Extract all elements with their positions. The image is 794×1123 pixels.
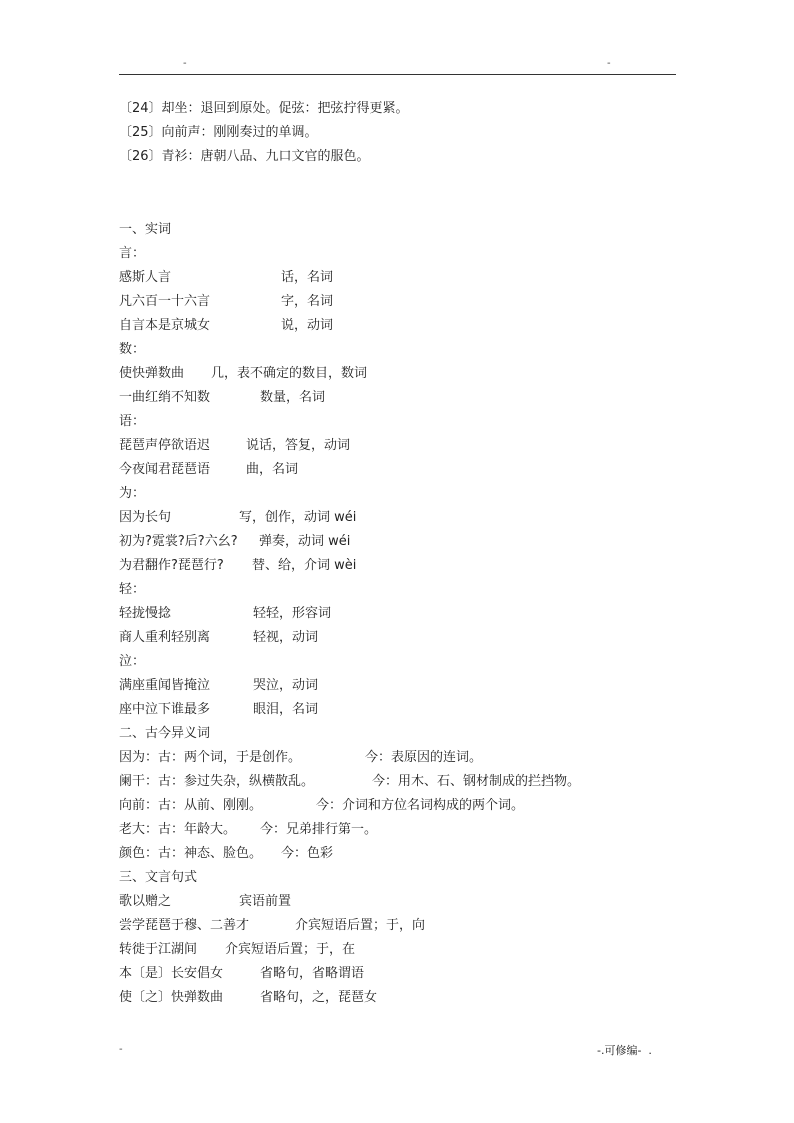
footer-editable-note: -.可修编- . (597, 1044, 652, 1057)
example-meaning: 字，名词 (281, 294, 334, 309)
sentence-pattern-row (119, 890, 292, 914)
pattern-note: 介宾短语后置；于，在 (225, 942, 356, 957)
ancient-meaning: 向前：古：从前、刚刚。 (119, 798, 263, 813)
pattern-note: 介宾短语后置；于，向 (295, 918, 426, 933)
example-meaning: 哭泣，动词 (253, 678, 319, 693)
word-heading: 语： (119, 414, 146, 429)
example-meaning: 说，动词 (281, 318, 334, 333)
example-meaning: 轻视，动词 (253, 630, 319, 645)
example-row (119, 674, 319, 698)
example-sentence: 商人重利轻别离 (119, 630, 211, 645)
example-sentence: 使快弹数曲 (119, 366, 185, 381)
example-sentence: 初为?霓裳?后?六幺? (119, 534, 238, 549)
ancient-meaning: 老大：古：年龄大。 (119, 822, 237, 837)
section-heading: 一、实词 (119, 222, 172, 237)
example-sentence: 凡六百一十六言 (119, 294, 211, 309)
example-sentence: 琵琶声停欲语迟 (119, 438, 211, 453)
example-meaning: 曲，名词 (246, 462, 299, 477)
word-heading: 泣： (119, 654, 146, 669)
example-sentence: 因为长句 (119, 510, 172, 525)
example-meaning: 轻轻，形容词 (253, 606, 332, 621)
example-meaning: 几，表不确定的数目，数词 (211, 366, 368, 381)
pattern-note: 宾语前置 (239, 894, 292, 909)
header-rule (119, 74, 676, 75)
example-row (119, 626, 319, 650)
footer-left-mark: - (119, 1044, 123, 1055)
example-row (119, 506, 357, 530)
note-line: 〔26〕青衫：唐朝八品、九口文官的服色。 (119, 149, 370, 164)
word-heading: 轻： (119, 582, 146, 597)
example-sentence: 今夜闻君琵琶语 (119, 462, 211, 477)
example-row (119, 554, 357, 578)
word-heading: 言： (119, 246, 146, 261)
modern-meaning: 今：介词和方位名词构成的两个词。 (316, 798, 525, 813)
example-row (119, 290, 334, 314)
example-meaning: 替、给，介词 wèi (252, 558, 357, 573)
example-sentence: 感斯人言 (119, 270, 172, 285)
ancient-meaning: 因为：古：两个词，于是创作。 (119, 750, 302, 765)
example-row (119, 434, 351, 458)
ancient-modern-row (119, 842, 334, 866)
modern-meaning: 今：表原因的连词。 (365, 750, 483, 765)
pattern-sentence: 尝学琵琶于穆、二善才 (119, 918, 250, 933)
example-sentence: 满座重闻皆掩泣 (119, 678, 211, 693)
example-row (119, 602, 332, 626)
example-sentence: 自言本是京城女 (119, 318, 211, 333)
example-row (119, 362, 368, 386)
example-row (119, 530, 351, 554)
word-heading: 数： (119, 342, 146, 357)
example-row (119, 386, 326, 410)
pattern-sentence: 本〔是〕长安倡女 (119, 966, 224, 981)
note-line: 〔25〕向前声：刚刚奏过的单调。 (119, 125, 318, 140)
pattern-sentence: 歌以赠之 (119, 894, 172, 909)
word-heading: 为： (119, 486, 146, 501)
ancient-meaning: 阑干：古：参过失杂，纵横散乱。 (119, 774, 315, 789)
sentence-pattern-row (119, 986, 378, 1010)
sentence-pattern-row (119, 914, 426, 938)
example-sentence: 座中泣下谁最多 (119, 702, 211, 717)
example-row (119, 458, 299, 482)
ancient-meaning: 颜色：古：神态、脸色。 (119, 846, 263, 861)
example-sentence: 一曲红绡不知数 (119, 390, 211, 405)
sentence-pattern-row (119, 962, 365, 986)
example-meaning: 说话，答复，动词 (246, 438, 351, 453)
example-sentence: 轻拢慢捻 (119, 606, 172, 621)
section-heading: 二、古今异义词 (119, 726, 211, 741)
pattern-sentence: 使〔之〕快弹数曲 (119, 990, 224, 1005)
pattern-note: 省略句，之，琵琶女 (260, 990, 378, 1005)
header-right-mark: - (607, 58, 611, 69)
example-meaning: 数量，名词 (260, 390, 326, 405)
example-meaning: 话，名词 (281, 270, 334, 285)
ancient-modern-row (119, 770, 581, 794)
modern-meaning: 今：兄弟排行第一。 (260, 822, 378, 837)
header-left-mark: - (183, 58, 187, 69)
example-row (119, 314, 334, 338)
example-row (119, 698, 319, 722)
pattern-note: 省略句，省略谓语 (260, 966, 365, 981)
modern-meaning: 今：色彩 (281, 846, 334, 861)
example-row (119, 266, 334, 290)
example-meaning: 弹奏，动词 wéi (259, 534, 351, 549)
example-meaning: 写，创作，动词 wéi (239, 510, 357, 525)
example-sentence: 为君翻作?琵琶行? (119, 558, 224, 573)
note-line: 〔24〕却坐：退回到原处。促弦：把弦拧得更紧。 (119, 101, 409, 116)
ancient-modern-row (119, 746, 483, 770)
section-heading: 三、文言句式 (119, 870, 198, 885)
example-meaning: 眼泪，名词 (253, 702, 319, 717)
ancient-modern-row (119, 818, 378, 842)
modern-meaning: 今：用木、石、钢材制成的拦挡物。 (372, 774, 581, 789)
ancient-modern-row (119, 794, 525, 818)
sentence-pattern-row (119, 938, 356, 962)
pattern-sentence: 转徙于江湖间 (119, 942, 198, 957)
